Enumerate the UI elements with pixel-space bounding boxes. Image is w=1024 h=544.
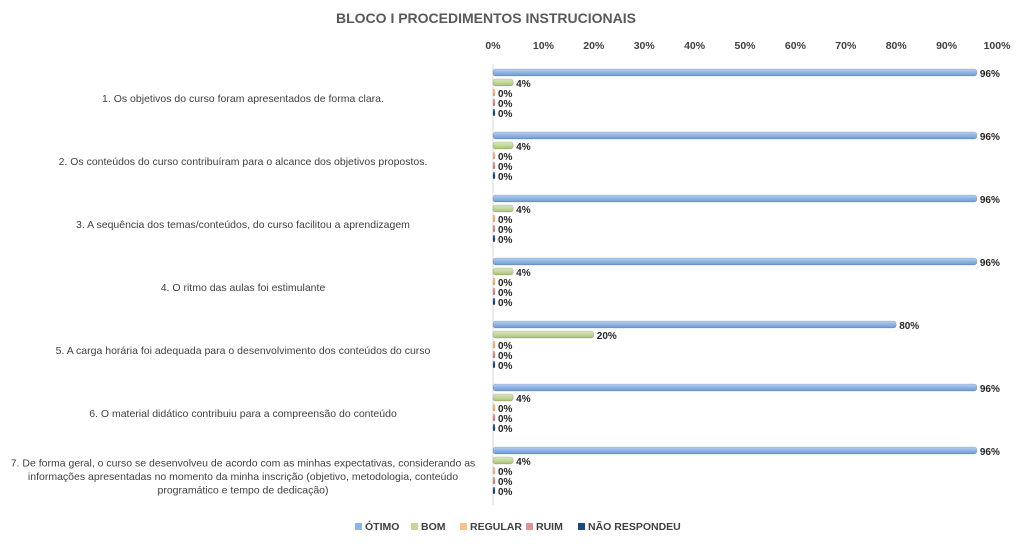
bar: [493, 205, 513, 212]
data-label: 4%: [516, 394, 531, 405]
category-label: 2. Os conteúdos do curso contribuíram para o alcance dos objetivos propostos.: [58, 156, 428, 168]
data-label: 0%: [498, 351, 513, 362]
bar: [493, 447, 977, 454]
legend-label: NÃO RESPONDEU: [588, 521, 681, 533]
legend-swatch: [411, 523, 418, 530]
data-label: 0%: [498, 477, 513, 488]
bar: [493, 215, 495, 222]
x-tick-label: 90%: [936, 40, 958, 52]
x-tick-label: 60%: [784, 40, 806, 52]
x-tick-label: 100%: [983, 40, 1011, 52]
bar: [493, 467, 495, 474]
x-tick-label: 30%: [633, 40, 655, 52]
bar-series: [493, 69, 977, 494]
bar: [493, 162, 495, 169]
data-label: 0%: [498, 162, 513, 173]
bar: [493, 79, 513, 86]
data-label: 0%: [498, 404, 513, 415]
data-label: 0%: [498, 109, 513, 120]
bar: [493, 142, 513, 149]
x-tick-label: 10%: [532, 40, 554, 52]
bar: [493, 298, 495, 305]
bar: [493, 321, 896, 328]
data-label: 0%: [498, 487, 513, 498]
bar: [493, 424, 495, 431]
data-label: 0%: [498, 215, 513, 226]
legend-label: ÓTIMO: [365, 521, 400, 533]
bar: [493, 172, 495, 179]
data-label: 96%: [979, 447, 1000, 458]
category-label: 7. De forma geral, o curso se desenvolveu de acordo com as minhas expectativas, considerando as informações apresentadas no momento da minha inscrição (objetivo, metodologia, conteúdo programático e tempo de dedicação): [10, 457, 476, 497]
bar: [493, 132, 977, 139]
data-label: 4%: [516, 268, 531, 279]
x-tick-label: 20%: [583, 40, 605, 52]
legend-label: BOM: [421, 521, 446, 533]
legend-label: RUIM: [536, 521, 563, 533]
bar: [493, 394, 513, 401]
data-label: 0%: [498, 172, 513, 183]
category-labels: [11, 93, 476, 497]
data-label: 96%: [979, 258, 1000, 269]
category-label: 5. A carga horária foi adequada para o desenvolvimento dos conteúdos do curso: [55, 345, 431, 357]
data-label: 0%: [498, 467, 513, 478]
bar: [493, 99, 495, 106]
x-tick-label: 40%: [684, 40, 706, 52]
data-label: 0%: [498, 235, 513, 246]
bar: [493, 152, 495, 159]
data-label: 96%: [979, 69, 1000, 80]
category-label: 1. Os objetivos do curso foram apresentados de forma clara.: [102, 93, 384, 105]
category-label: 6. O material didático contribuiu para a compreensão do conteúdo: [89, 408, 397, 420]
bar: [493, 89, 495, 96]
bar: [493, 235, 495, 242]
data-label: 96%: [979, 132, 1000, 143]
category-label: 4. O ritmo das aulas foi estimulante: [160, 282, 326, 294]
bar: [493, 351, 495, 358]
x-tick-label: 80%: [885, 40, 907, 52]
data-label: 0%: [498, 414, 513, 425]
data-label: 4%: [516, 205, 531, 216]
bar: [493, 69, 977, 76]
legend-swatch: [526, 523, 533, 530]
data-label: 96%: [979, 384, 1000, 395]
bar: [493, 404, 495, 411]
chart-title: BLOCO I PROCEDIMENTOS INSTRUCIONAIS: [336, 10, 636, 26]
legend: [355, 520, 681, 533]
data-label: 0%: [498, 288, 513, 299]
x-axis-ticks: [485, 40, 1011, 52]
data-label: 0%: [498, 298, 513, 309]
bar: [493, 487, 495, 494]
bar: [493, 288, 495, 295]
data-label: 0%: [498, 152, 513, 163]
data-label: 0%: [498, 89, 513, 100]
bar: [493, 341, 495, 348]
bar: [493, 268, 513, 275]
bar: [493, 414, 495, 421]
data-label: 0%: [498, 225, 513, 236]
data-label: 80%: [899, 321, 920, 332]
legend-label: REGULAR: [470, 521, 522, 533]
bar: [493, 331, 594, 338]
data-label: 4%: [516, 142, 531, 153]
bar: [493, 195, 977, 202]
legend-swatch: [460, 523, 467, 530]
x-tick-label: 0%: [485, 40, 501, 52]
bar: [493, 457, 513, 464]
data-label: 4%: [516, 79, 531, 90]
data-label: 0%: [498, 361, 513, 372]
x-tick-label: 50%: [734, 40, 756, 52]
bar: [493, 384, 977, 391]
data-label: 0%: [498, 99, 513, 110]
bar: [493, 361, 495, 368]
data-label: 0%: [498, 278, 513, 289]
category-label: 3. A sequência dos temas/conteúdos, do curso facilitou a aprendizagem: [76, 219, 410, 231]
bar: [493, 109, 495, 116]
bar: [493, 225, 495, 232]
data-label: 20%: [596, 331, 617, 342]
legend-swatch: [355, 523, 362, 530]
data-label: 4%: [516, 457, 531, 468]
legend-swatch: [578, 523, 585, 530]
bar: [493, 258, 977, 265]
data-label: 0%: [498, 341, 513, 352]
data-label: 0%: [498, 424, 513, 435]
bar: [493, 477, 495, 484]
x-tick-label: 70%: [835, 40, 857, 52]
bar: [493, 278, 495, 285]
data-label: 96%: [979, 195, 1000, 206]
